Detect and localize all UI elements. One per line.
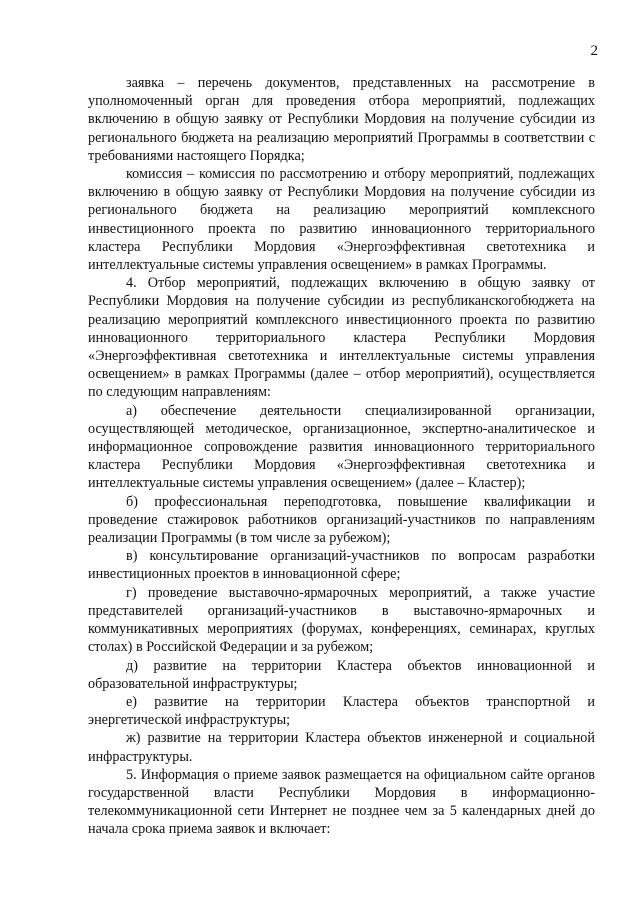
page-number: 2 [590,43,598,59]
list-item-a: а) обеспечение деятельности специализированной организации, осуществляющей методическое, организационное, экспертно-аналитическое и информационное сопровождение развития инновационного территориального кластера Республики Мордовия «Энергоэффективная светотехника и интеллектуальные системы управления освещением» (далее – Кластер); [88,402,595,492]
list-item-v: в) консультирование организаций-участников по вопросам разработки инвестиционных проектов в инновационной сфере; [88,548,595,583]
list-item-b: б) профессиональная переподготовка, повышение квалификации и проведение стажировок работников организаций-участников по направлениям реализации Программы (в том числе за рубежом); [88,493,595,547]
section-4-paragraph: 4. Отбор мероприятий, подлежащих включению в общую заявку от Республики Мордовия на получение субсидии из республиканскогобюджета на реализацию мероприятий комплексного инвестиционного проекта по развитию инновационного территориального кластера Республики Мордовия «Энергоэффективная светотехника и интеллектуальные системы управления освещением» в рамках Программы (далее – отбор мероприятий), осуществляется по следующим направлениям: [88,275,595,401]
list-item-g: г) проведение выставочно-ярмарочных мероприятий, а также участие представителей организаций-участников в выставочно-ярмарочных и коммуникативных мероприятиях (форумах, конференциях, семинарах, круглых столах) в Российской Федерации и за рубежом; [88,584,595,656]
list-item-d: д) развитие на территории Кластера объектов инновационной и образовательной инфраструктуры; [88,657,595,692]
definition-komissiya: комиссия – комиссия по рассмотрению и отбору мероприятий, подлежащих включению в общую заявку от Республики Мордовия на получение субсидии из регионального бюджета на реализацию мероприятий комплексного инвестиционного проекта по развитию инновационного территориального кластера Республики Мордовия «Энергоэффективная светотехника и интеллектуальные системы управления освещением» в рамках Программы. [88,166,595,274]
list-item-zh: ж) развитие на территории Кластера объектов инженерной и социальной инфраструктуры. [88,730,595,765]
definition-zayavka: заявка – перечень документов, представленных на рассмотрение в уполномоченный орган для проведения отбора мероприятий, подлежащих включению в общую заявку от Республики Мордовия на получение субсидии из регионального бюджета на реализацию мероприятий Программы в соответствии с требованиями настоящего Порядка; [88,75,595,164]
document-body [88,74,595,839]
list-item-e: е) развитие на территории Кластера объектов транспортной и энергетической инфраструктуры; [88,693,595,729]
section-5-paragraph: 5. Информация о приеме заявок размещается на официальном сайте органов государственной власти Республики Мордовия в информационно-телекоммуникационной сети Интернет не позднее чем за 5 календарных дней до начала срока приема заявок и включает: [88,766,595,838]
